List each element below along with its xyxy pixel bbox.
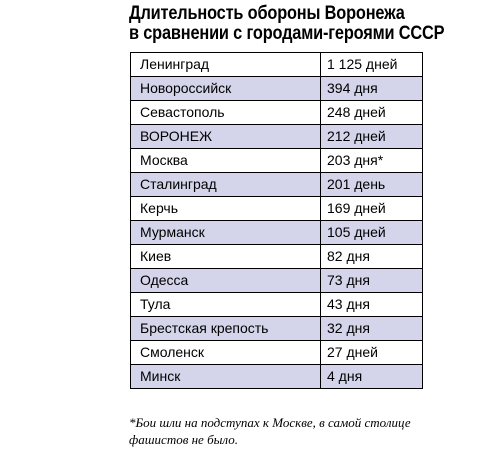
table-body <box>131 53 423 389</box>
footnote-line-1: *Бои шли на подступах к Москве, в самой столице <box>129 415 411 430</box>
footnote <box>129 414 469 448</box>
table-row <box>131 197 423 221</box>
document-title <box>129 3 445 44</box>
city-cell: ВОРОНЕЖ <box>131 125 321 149</box>
city-cell: Киев <box>131 245 321 269</box>
days-cell: 43 дня <box>321 293 423 317</box>
days-cell: 203 дня* <box>321 149 423 173</box>
table-row <box>131 125 423 149</box>
days-cell: 201 день <box>321 173 423 197</box>
city-cell: Сталинград <box>131 173 321 197</box>
days-cell: 27 дней <box>321 341 423 365</box>
city-cell: Смоленск <box>131 341 321 365</box>
city-cell: Новороссийск <box>131 77 321 101</box>
table-row <box>131 53 423 77</box>
days-cell: 394 дня <box>321 77 423 101</box>
city-cell: Ленинград <box>131 53 321 77</box>
city-cell: Москва <box>131 149 321 173</box>
city-cell: Брестская крепость <box>131 317 321 341</box>
table-row <box>131 149 423 173</box>
table-row <box>131 317 423 341</box>
table-row <box>131 221 423 245</box>
table-row <box>131 341 423 365</box>
city-cell: Минск <box>131 365 321 389</box>
table-row <box>131 269 423 293</box>
days-cell: 169 дней <box>321 197 423 221</box>
title-line-2: в сравнении с городами-героями СССР <box>129 23 445 44</box>
table-row <box>131 101 423 125</box>
days-cell: 32 дня <box>321 317 423 341</box>
days-cell: 248 дней <box>321 101 423 125</box>
table-row <box>131 173 423 197</box>
days-cell: 73 дня <box>321 269 423 293</box>
title-line-1: Длительность обороны Воронежа <box>129 3 405 24</box>
days-cell: 4 дня <box>321 365 423 389</box>
footnote-line-2: фашистов не было. <box>129 432 238 447</box>
table-row <box>131 365 423 389</box>
defense-duration-table <box>130 52 423 389</box>
days-cell: 212 дней <box>321 125 423 149</box>
city-cell: Мурманск <box>131 221 321 245</box>
city-cell: Керчь <box>131 197 321 221</box>
city-cell: Одесса <box>131 269 321 293</box>
table-row <box>131 293 423 317</box>
city-cell: Тула <box>131 293 321 317</box>
days-cell: 1 125 дней <box>321 53 423 77</box>
city-cell: Севастополь <box>131 101 321 125</box>
days-cell: 82 дня <box>321 245 423 269</box>
days-cell: 105 дней <box>321 221 423 245</box>
table-row <box>131 245 423 269</box>
table-row <box>131 77 423 101</box>
